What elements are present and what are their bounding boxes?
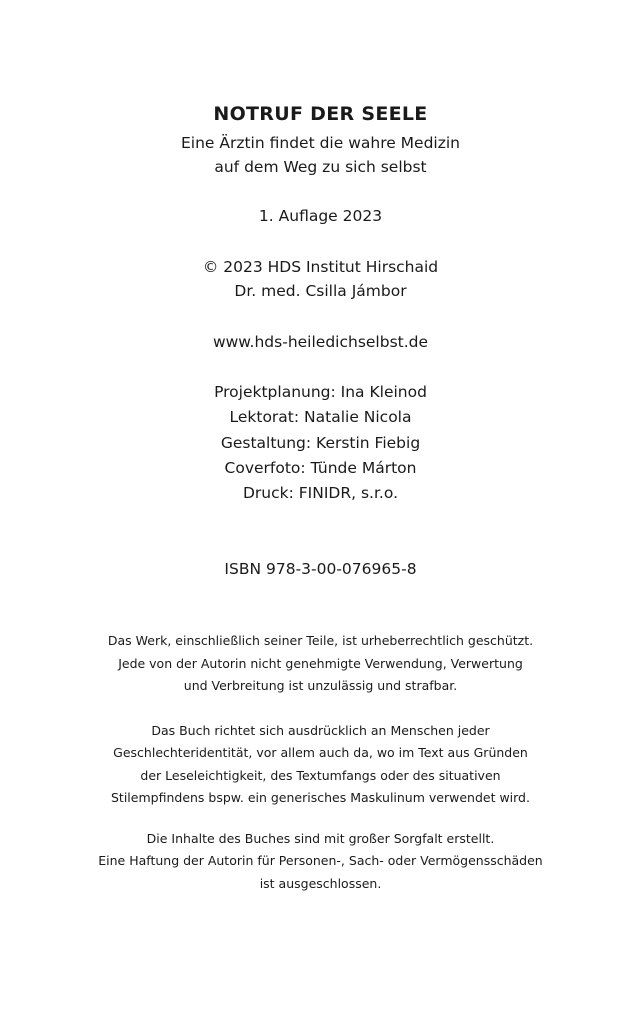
copyright-notice-line-2: Jede von der Autorin nicht genehmigte Verwendung, Verwertung — [118, 656, 523, 671]
gender-notice-line-4: Stilempfindens bspw. ein generisches Maskulinum verwendet wird. — [111, 790, 530, 805]
liability-notice-line-2: Eine Haftung der Autorin für Personen-, Sach- oder Vermögensschäden — [98, 853, 543, 868]
copyright-notice-line-1: Das Werk, einschließlich seiner Teile, ist urheberrechtlich geschützt. — [107, 633, 534, 648]
credit-editing: Lektorat: Natalie Nicola — [229, 408, 412, 426]
subtitle-line-1: Eine Ärztin findet die wahre Medizin — [180, 134, 461, 152]
liability-notice-line-1: Die Inhalte des Buches sind mit großer Sorgfalt erstellt. — [146, 831, 495, 846]
credit-printing: Druck: FINIDR, s.r.o. — [242, 484, 398, 502]
credit-cover-photo: Coverfoto: Tünde Márton — [224, 459, 417, 477]
book-title: NOTRUF DER SEELE — [213, 103, 428, 125]
subtitle-line-2: auf dem Weg zu sich selbst — [214, 158, 427, 176]
isbn: ISBN 978-3-00-076965-8 — [224, 560, 417, 578]
credit-design: Gestaltung: Kerstin Fiebig — [220, 434, 421, 452]
copyright-holder: © 2023 HDS Institut Hirschaid — [202, 258, 439, 276]
edition: 1. Auflage 2023 — [258, 207, 383, 225]
gender-notice-line-3: der Leseleichtigkeit, des Textumfangs oder des situativen — [140, 768, 501, 783]
website: www.hds-heiledichselbst.de — [212, 333, 429, 351]
gender-notice-line-1: Das Buch richtet sich ausdrücklich an Menschen jeder — [151, 723, 490, 738]
gender-notice-line-2: Geschlechteridentität, vor allem auch da, wo im Text aus Gründen — [113, 745, 528, 760]
author-name: Dr. med. Csilla Jámbor — [234, 282, 407, 300]
credit-project-planning: Projektplanung: Ina Kleinod — [214, 383, 427, 401]
copyright-notice-line-3: und Verbreitung ist unzulässig und strafbar. — [183, 678, 458, 693]
liability-notice-line-3: ist ausgeschlossen. — [259, 876, 382, 891]
